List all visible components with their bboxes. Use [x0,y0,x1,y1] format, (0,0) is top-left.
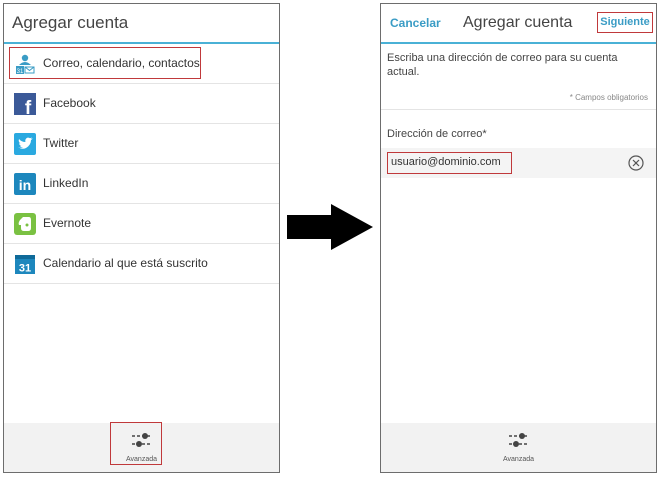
arrow-right-icon [287,204,373,250]
account-type-label: LinkedIn [43,176,89,190]
account-type-label: Correo, calendario, contactos [43,56,200,70]
advanced-button[interactable] [381,423,656,472]
svg-text:31: 31 [18,262,32,275]
add-account-screen [3,3,280,473]
account-type-linkedin[interactable] [4,164,279,204]
account-type-subscribed-calendar[interactable] [4,244,279,284]
account-type-label: Evernote [43,216,92,230]
calendar-31-icon [14,253,36,275]
account-type-evernote[interactable] [4,204,279,244]
svg-text:f: f [24,98,32,115]
divider [381,109,656,110]
sliders-icon [508,432,530,448]
page-title: Agregar cuenta [12,13,129,32]
email-field[interactable]: usuario@dominio.com [387,152,512,174]
account-type-facebook[interactable] [4,84,279,124]
account-type-label: Calendario al que está suscrito [43,256,208,270]
twitter-icon [14,133,36,155]
cancel-button[interactable]: Cancelar [390,16,441,30]
next-button[interactable]: Siguiente [597,12,653,33]
facebook-icon [14,93,36,115]
account-type-label: Twitter [43,136,79,150]
account-type-twitter[interactable] [4,124,279,164]
email-field-row [381,148,656,178]
advanced-label: Avanzada [502,456,534,463]
header [381,4,656,44]
advanced-label: Avanzada [125,456,157,463]
svg-text:in: in [18,177,32,193]
highlight-box [9,47,201,79]
linkedin-icon [14,173,36,195]
account-type-label: Facebook [43,96,96,110]
evernote-icon [14,213,36,235]
page-title: Agregar cuenta [463,14,573,31]
clear-input-icon[interactable] [628,155,644,171]
svg-text:31: 31 [16,69,24,75]
header [4,4,279,44]
instructions-text: Escriba una dirección de correo para su cuenta actual. [387,52,618,78]
add-email-account-screen [380,3,657,473]
email-field-label: Dirección de correo* [387,128,487,140]
required-fields-note: * Campos obligatorios [569,93,648,102]
highlight-box [110,422,162,465]
